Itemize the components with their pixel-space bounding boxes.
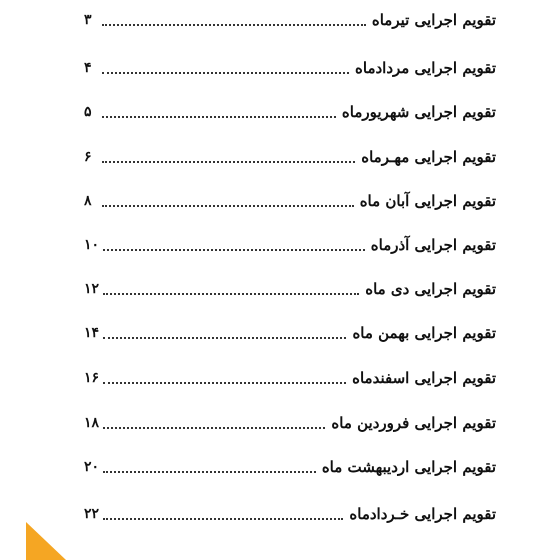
toc-entry-title: تقویم اجرایی اردیبهشت ماه <box>321 458 496 476</box>
toc-entry-title: تقویم اجرایی دی ماه <box>365 280 496 298</box>
toc-entry-title: تقویم اجرایی آبان ماه <box>359 192 496 210</box>
toc-entry-title: تقویم اجرایی مهـرماه <box>361 148 496 166</box>
toc-entry-title: تقویم اجرایی فروردین ماه <box>331 414 496 432</box>
toc-entry-page: ۱۲ <box>84 281 100 297</box>
toc-entry-title: تقویم اجرایی مردادماه <box>355 59 496 77</box>
toc-entry-page: ۴ <box>84 60 92 76</box>
toc-entry-page: ۱۸ <box>84 415 100 431</box>
toc-entry-page: ۶ <box>84 149 92 165</box>
toc-entry-title: تقویم اجرایی شهریورماه <box>341 103 496 121</box>
toc-entry-title: تقویم اجرایی تیرماه <box>371 11 496 29</box>
toc-entry-title: تقویم اجرایی بهمن ماه <box>352 324 496 342</box>
toc-entry-page: ۲۲ <box>84 506 100 522</box>
corner-triangle-shape <box>26 522 66 560</box>
toc-entry-page: ۱۰ <box>84 237 100 253</box>
toc-entry-title: تقویم اجرایی اسفندماه <box>352 369 496 387</box>
toc-entry-title: تقویم اجرایی خـردادماه <box>349 505 496 523</box>
toc-entry-page: ۲۰ <box>84 459 100 475</box>
toc-entry-page: ۱۶ <box>84 370 100 386</box>
toc-entry-title: تقویم اجرایی آذرماه <box>370 236 496 254</box>
toc-entry-page: ۱۴ <box>84 325 100 341</box>
toc-entry-page: ۳ <box>84 12 92 28</box>
toc-entry-page: ۵ <box>84 104 92 120</box>
toc-entry-page: ۸ <box>84 193 92 209</box>
